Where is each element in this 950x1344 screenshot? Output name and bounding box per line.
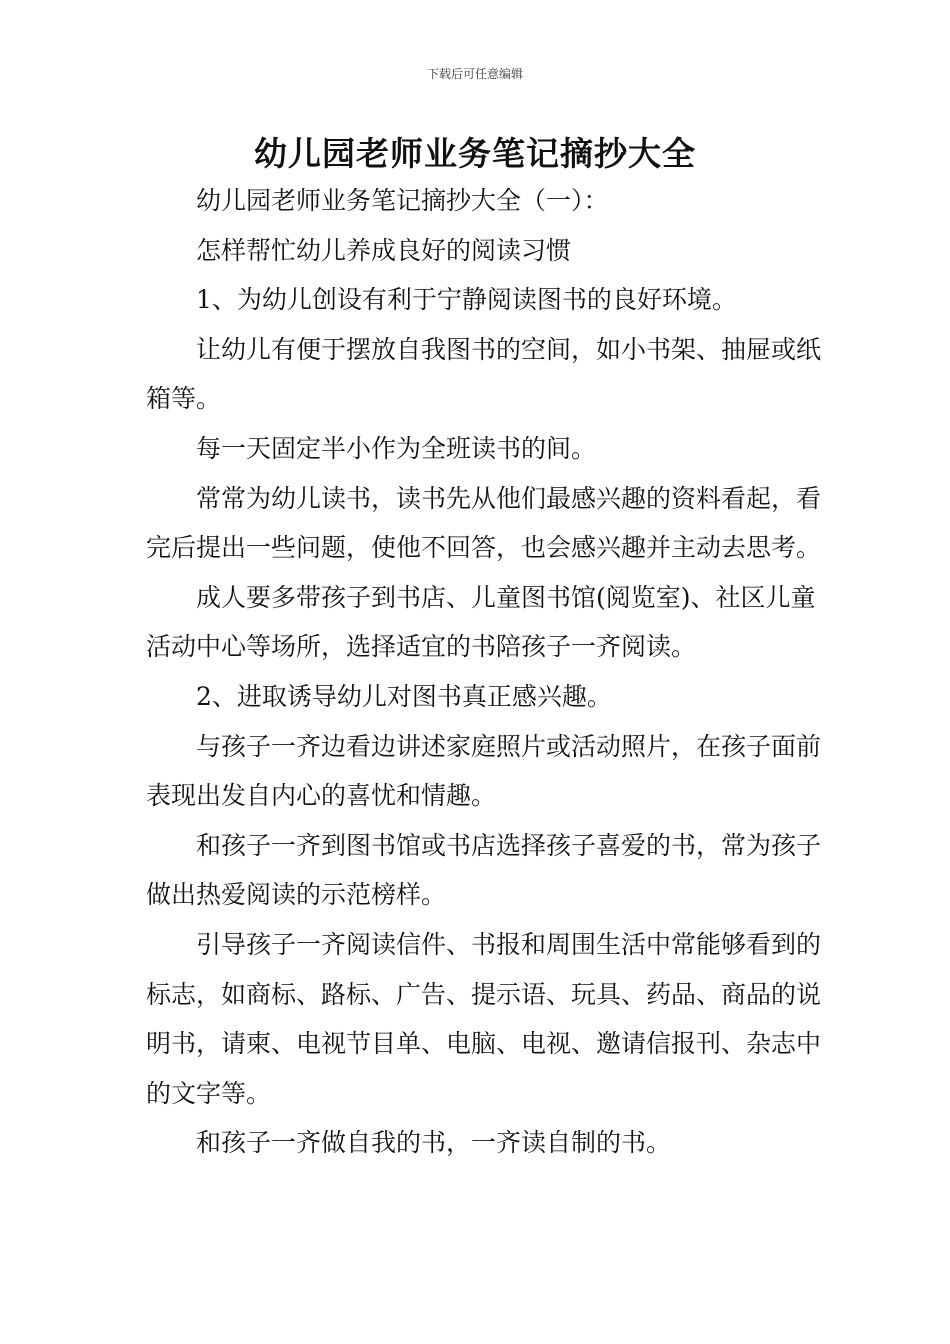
document-title: 幼儿园老师业务笔记摘抄大全 (254, 134, 696, 173)
paragraph: 常常为幼儿读书，读书先从他们最感兴趣的资料看起，看完后提出一些问题，使他不回答，也会感兴趣并主动去思考。 (146, 483, 822, 563)
paragraph: 和孩子一齐到图书馆或书店选择孩子喜爱的书，常为孩子做出热爱阅读的示范榜样。 (146, 830, 822, 910)
paragraph: 成人要多带孩子到书店、儿童图书馆(阅览室)、社区儿童活动中心等场所，选择适宜的书陪孩子一齐阅读。 (146, 582, 816, 662)
paragraph-point-1: 1、为幼儿创设有利于宁静阅读图书的良好环境。 (196, 285, 737, 315)
paragraph: 与孩子一齐边看边讲述家庭照片或活动照片，在孩子面前表现出发自内心的喜忧和情趣。 (146, 731, 822, 811)
document-body (146, 176, 836, 1168)
paragraph: 和孩子一齐做自我的书，一齐读自制的书。 (196, 1128, 672, 1158)
paragraph: 引导孩子一齐阅读信件、书报和周围生活中常能够看到的标志，如商标、路标、广告、提示语、玩具、药品、商品的说明书，请柬、电视节目单、电脑、电视、邀请信报刊、杂志中的文字等。 (146, 929, 822, 1108)
paragraph: 每一天固定半小作为全班读书的间。 (196, 433, 597, 463)
page-header-note: 下载后可任意编辑 (426, 67, 523, 81)
paragraph-point-2: 2、进取诱导幼儿对图书真正感兴趣。 (196, 681, 612, 711)
paragraph-topic: 怎样帮忙幼儿养成良好的阅读习惯 (196, 235, 572, 265)
paragraph: 让幼儿有便于摆放自我图书的空间，如小书架、抽屉或纸箱等。 (146, 334, 822, 414)
paragraph-subtitle: 幼儿园老师业务笔记摘抄大全（一）： (196, 186, 609, 215)
